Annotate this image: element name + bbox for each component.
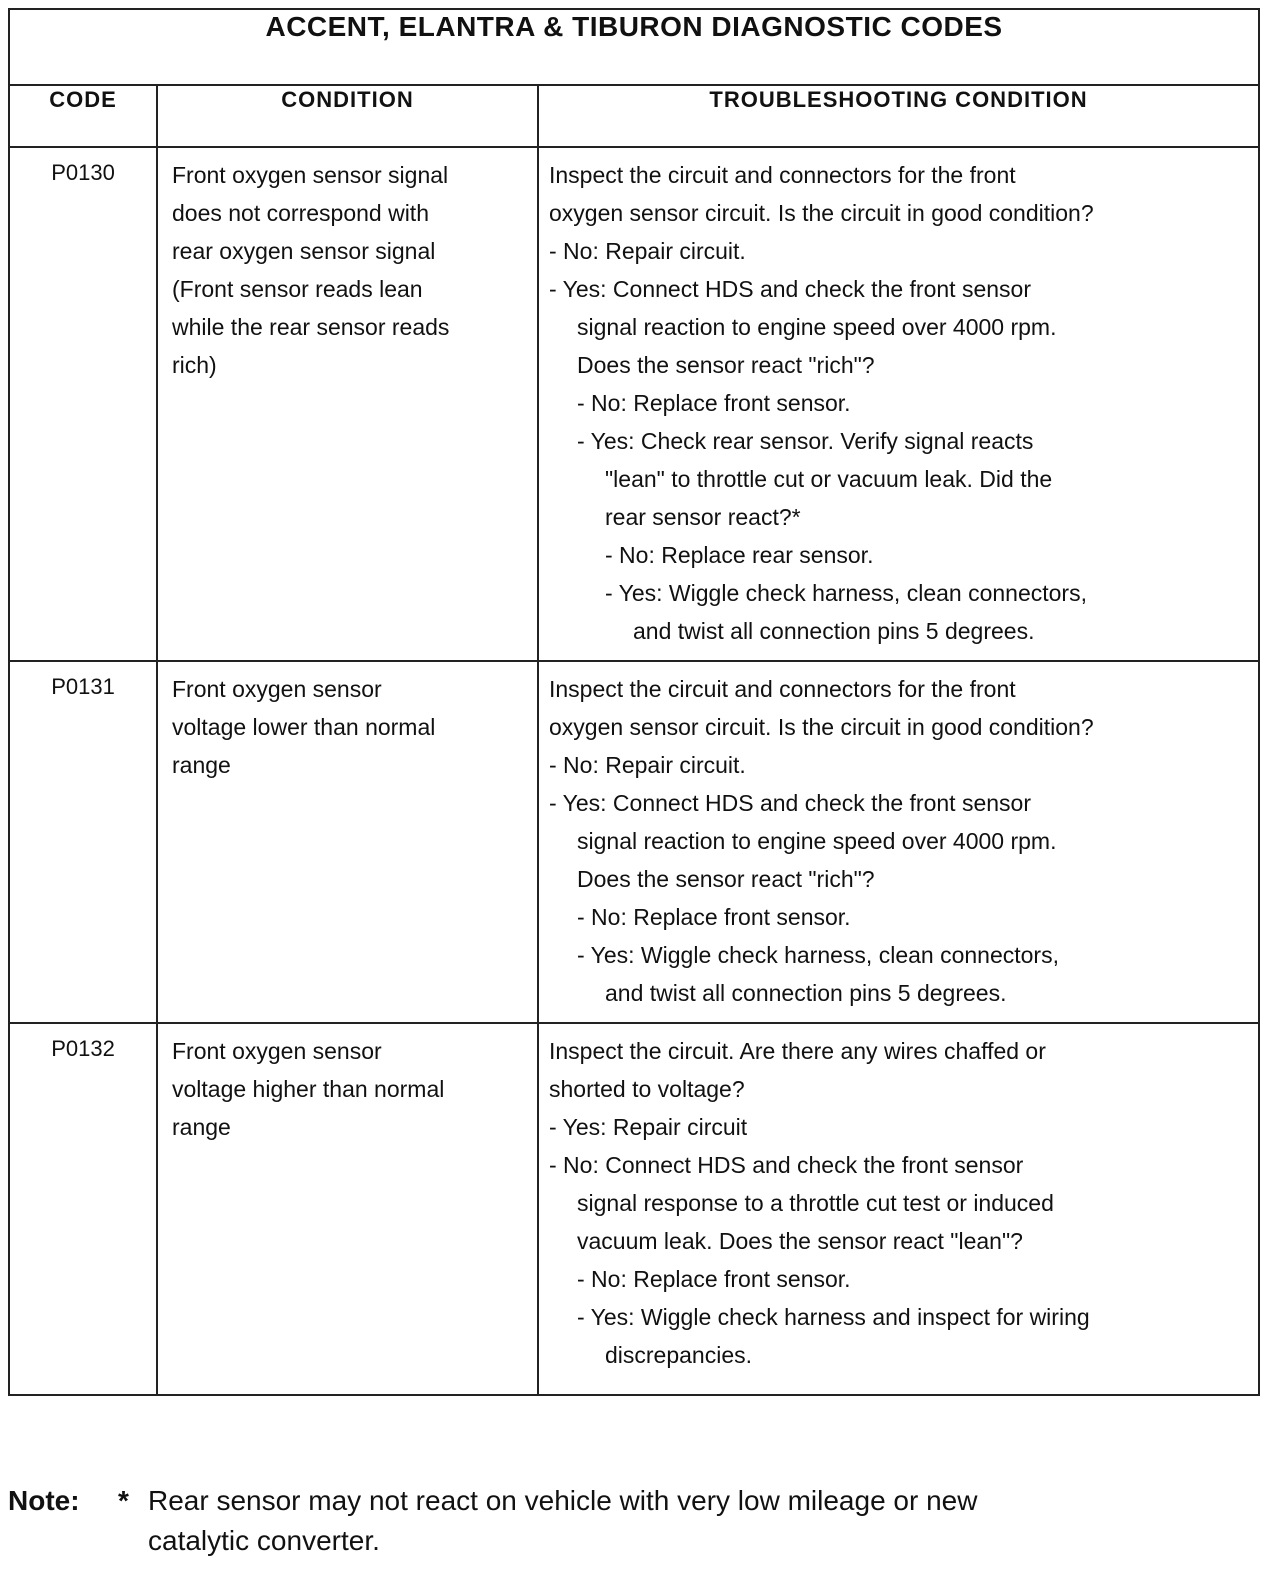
troubleshooting-cell bbox=[538, 1023, 1259, 1395]
troubleshooting-line: - Yes: Repair circuit bbox=[549, 1114, 748, 1140]
condition-line: range bbox=[172, 752, 231, 778]
header-condition: CONDITION bbox=[157, 85, 538, 147]
troubleshooting-line: signal reaction to engine speed over 4000 rpm. bbox=[577, 314, 1057, 340]
table-row bbox=[9, 1023, 1259, 1395]
header-code: CODE bbox=[9, 85, 157, 147]
diagnostic-codes-table bbox=[8, 8, 1260, 1396]
troubleshooting-line: vacuum leak. Does the sensor react "lean"? bbox=[577, 1228, 1023, 1254]
troubleshooting-line: - Yes: Wiggle check harness, clean connectors, bbox=[577, 942, 1059, 968]
note-line: Rear sensor may not react on vehicle with very low mileage or new bbox=[148, 1485, 978, 1516]
condition-line: Front oxygen sensor bbox=[172, 676, 382, 702]
condition-line: rear oxygen sensor signal bbox=[172, 238, 436, 264]
troubleshooting-line: oxygen sensor circuit. Is the circuit in good condition? bbox=[549, 200, 1094, 226]
table-row bbox=[9, 147, 1259, 661]
troubleshooting-line: Inspect the circuit and connectors for the front bbox=[549, 676, 1016, 702]
table-header-row bbox=[9, 85, 1259, 147]
troubleshooting-line: signal reaction to engine speed over 4000 rpm. bbox=[577, 828, 1057, 854]
troubleshooting-cell bbox=[538, 661, 1259, 1023]
troubleshooting-line: and twist all connection pins 5 degrees. bbox=[605, 980, 1007, 1006]
condition-line: voltage lower than normal bbox=[172, 714, 436, 740]
troubleshooting-cell bbox=[538, 147, 1259, 661]
troubleshooting-line: Inspect the circuit and connectors for the front bbox=[549, 162, 1016, 188]
table-row bbox=[9, 661, 1259, 1023]
troubleshooting-line: and twist all connection pins 5 degrees. bbox=[633, 618, 1035, 644]
troubleshooting-line: - No: Repair circuit. bbox=[549, 752, 746, 778]
troubleshooting-line: - Yes: Connect HDS and check the front sensor bbox=[549, 276, 1031, 302]
troubleshooting-line: discrepancies. bbox=[605, 1342, 753, 1368]
table-body bbox=[9, 147, 1259, 1395]
note-text bbox=[148, 1481, 1148, 1561]
header-troubleshooting: TROUBLESHOOTING CONDITION bbox=[538, 85, 1259, 147]
condition-cell bbox=[157, 147, 538, 661]
troubleshooting-line: - No: Replace front sensor. bbox=[577, 1266, 851, 1292]
condition-line: (Front sensor reads lean bbox=[172, 276, 423, 302]
troubleshooting-line: shorted to voltage? bbox=[549, 1076, 745, 1102]
table-title: ACCENT, ELANTRA & TIBURON DIAGNOSTIC CODES bbox=[9, 9, 1259, 85]
code-cell: P0132 bbox=[9, 1023, 157, 1395]
code-cell: P0130 bbox=[9, 147, 157, 661]
troubleshooting-line: - Yes: Check rear sensor. Verify signal reacts bbox=[577, 428, 1034, 454]
condition-line: voltage higher than normal bbox=[172, 1076, 445, 1102]
troubleshooting-line: Inspect the circuit. Are there any wires chaffed or bbox=[549, 1038, 1046, 1064]
troubleshooting-line: - No: Repair circuit. bbox=[549, 238, 746, 264]
troubleshooting-line: - Yes: Wiggle check harness, clean connectors, bbox=[605, 580, 1087, 606]
condition-line: while the rear sensor reads bbox=[172, 314, 450, 340]
condition-line: Front oxygen sensor signal bbox=[172, 162, 449, 188]
condition-cell bbox=[157, 1023, 538, 1395]
note-label: Note: bbox=[8, 1485, 80, 1516]
condition-cell bbox=[157, 661, 538, 1023]
troubleshooting-line: - No: Connect HDS and check the front sensor bbox=[549, 1152, 1024, 1178]
condition-line: range bbox=[172, 1114, 231, 1140]
table-title-row bbox=[9, 9, 1259, 85]
troubleshooting-line: - Yes: Wiggle check harness and inspect for wiring bbox=[577, 1304, 1090, 1330]
troubleshooting-line: Does the sensor react "rich"? bbox=[577, 866, 875, 892]
troubleshooting-line: rear sensor react?* bbox=[605, 504, 801, 530]
troubleshooting-line: - Yes: Connect HDS and check the front sensor bbox=[549, 790, 1031, 816]
troubleshooting-line: - No: Replace rear sensor. bbox=[605, 542, 874, 568]
troubleshooting-line: - No: Replace front sensor. bbox=[577, 390, 851, 416]
troubleshooting-line: signal response to a throttle cut test or induced bbox=[577, 1190, 1054, 1216]
condition-line: does not correspond with bbox=[172, 200, 429, 226]
troubleshooting-line: Does the sensor react "rich"? bbox=[577, 352, 875, 378]
condition-line: Front oxygen sensor bbox=[172, 1038, 382, 1064]
condition-line: rich) bbox=[172, 352, 217, 378]
troubleshooting-line: oxygen sensor circuit. Is the circuit in good condition? bbox=[549, 714, 1094, 740]
code-cell: P0131 bbox=[9, 661, 157, 1023]
note-line: catalytic converter. bbox=[148, 1525, 380, 1556]
note-marker: * bbox=[118, 1485, 129, 1516]
troubleshooting-line: - No: Replace front sensor. bbox=[577, 904, 851, 930]
troubleshooting-line: "lean" to throttle cut or vacuum leak. Did the bbox=[605, 466, 1053, 492]
